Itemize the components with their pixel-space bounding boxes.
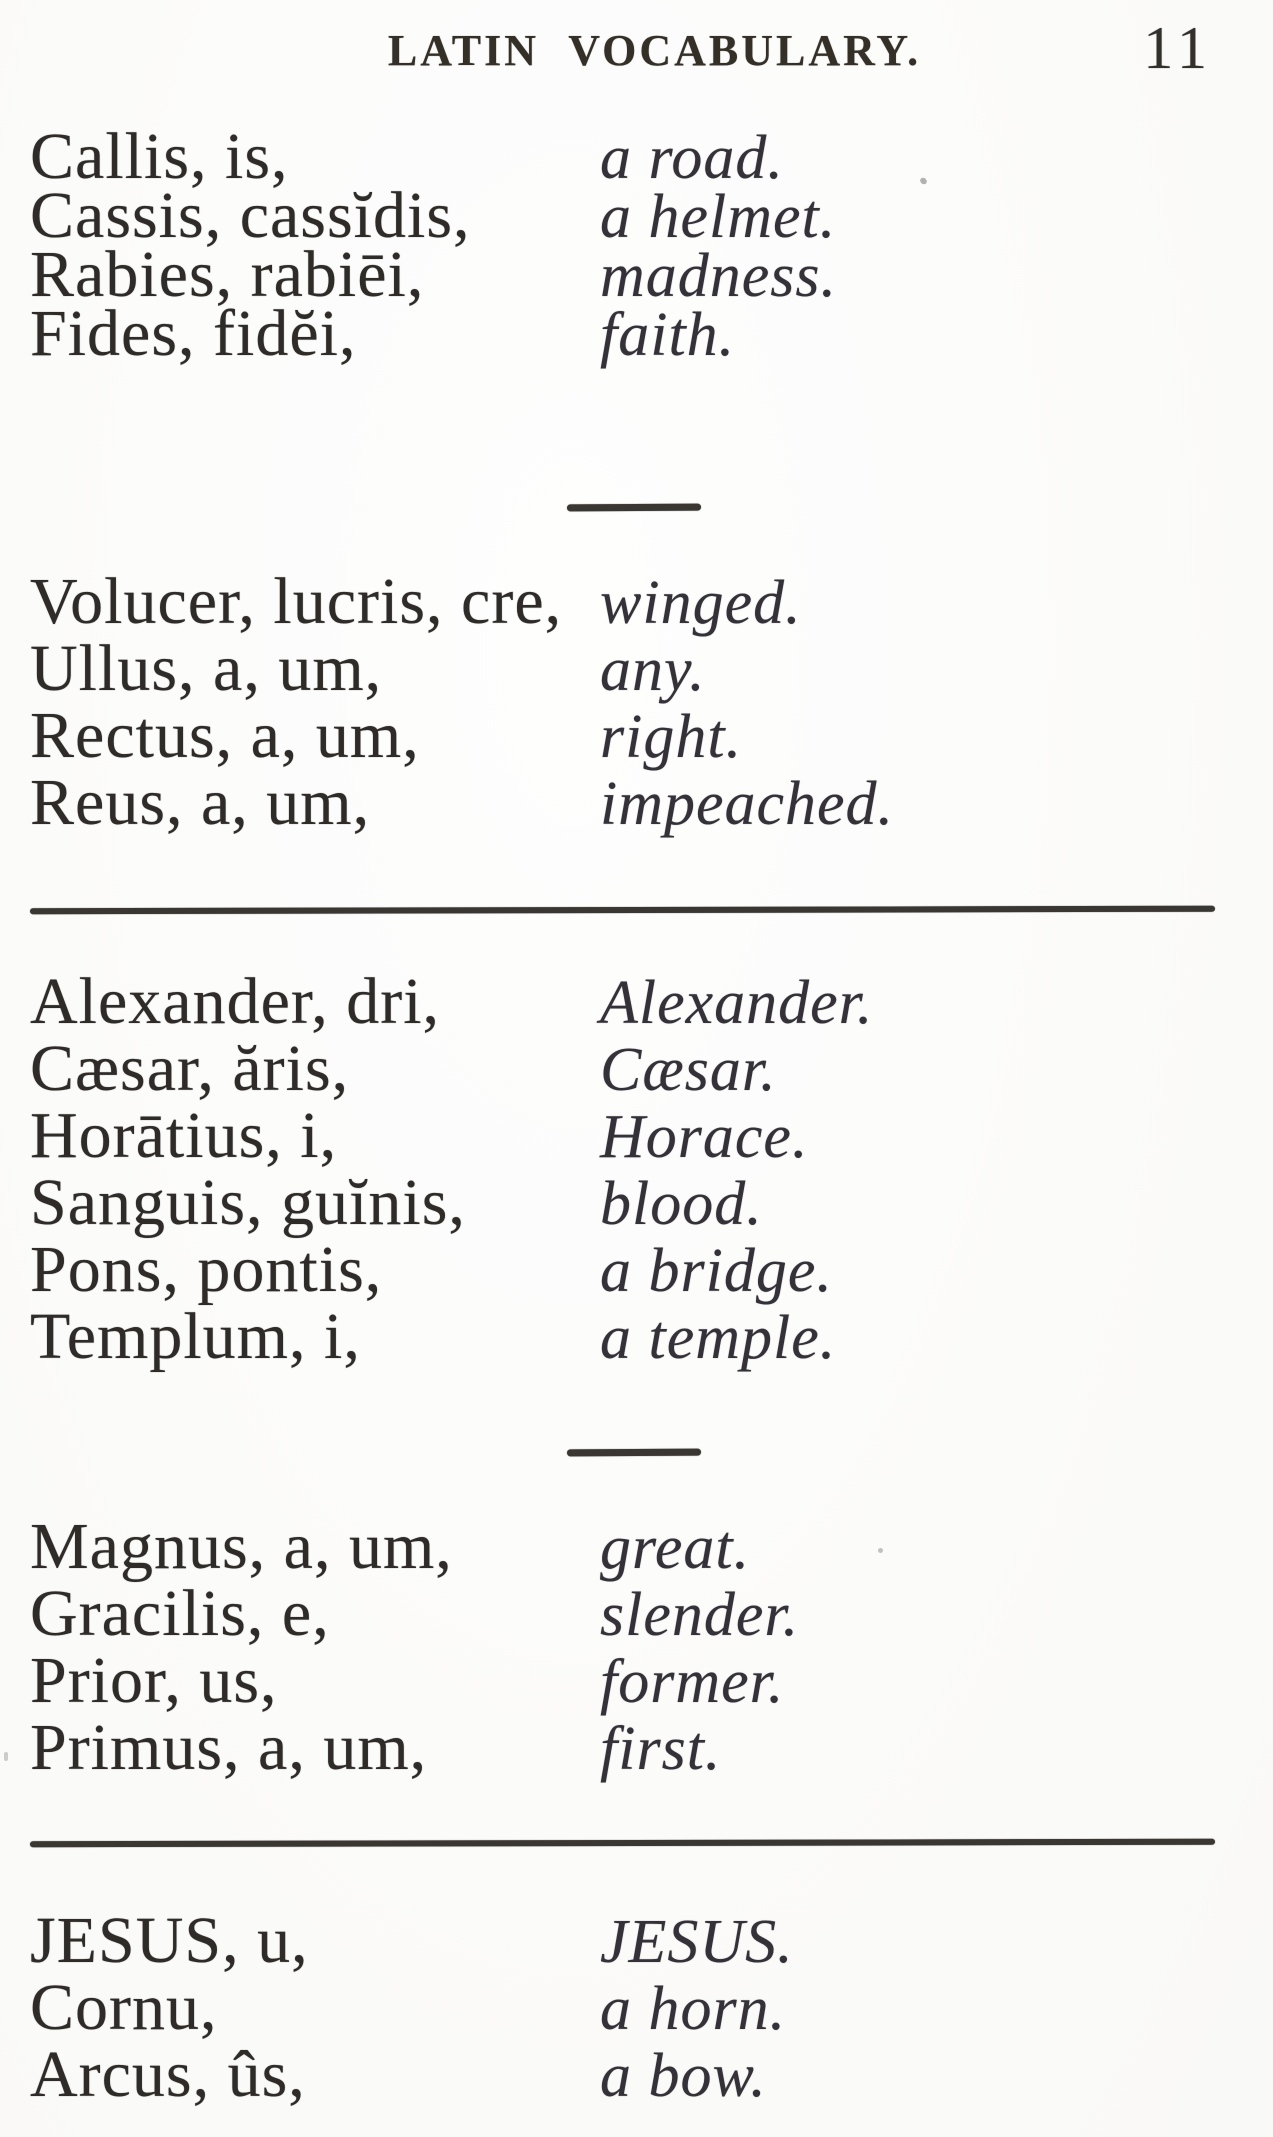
english-translation: great.: [600, 1514, 751, 1582]
english-translation: any.: [600, 636, 706, 704]
english-translation: a temple.: [600, 1304, 837, 1372]
vocab-block: [30, 965, 1215, 1373]
vocab-entry: [30, 1510, 1215, 1583]
latin-word: Arcus, ûs,: [30, 2038, 306, 2111]
vocab-entry: [30, 1233, 1215, 1306]
latin-word: Fides, fidĕi,: [30, 297, 357, 370]
section-divider-full: [30, 906, 1215, 914]
english-translation: Horace.: [600, 1103, 809, 1171]
latin-word: Cassis, cassĭdis,: [30, 179, 471, 252]
latin-word: Primus, a, um,: [30, 1711, 428, 1784]
english-translation: JESUS.: [600, 1908, 794, 1976]
vocab-entry: [30, 1971, 1215, 2044]
english-translation: right.: [600, 703, 743, 771]
latin-word: Ullus, a, um,: [30, 632, 383, 705]
page-header: [30, 15, 1215, 81]
vocab-block: [30, 565, 1215, 839]
english-translation: a helmet.: [600, 183, 837, 251]
vocab-block: [30, 1510, 1215, 1784]
vocab-entry: [30, 965, 1215, 1038]
vocab-entry: [30, 1644, 1215, 1717]
latin-word: Reus, a, um,: [30, 766, 371, 839]
english-translation: a road.: [600, 124, 784, 192]
section-divider-short: [566, 1449, 700, 1457]
vocab-entry: [30, 1300, 1215, 1373]
latin-word: Rabies, rabiēi,: [30, 238, 425, 311]
latin-word: Callis, is,: [30, 120, 289, 193]
english-translation: slender.: [600, 1581, 800, 1649]
latin-word: Pons, pontis,: [30, 1233, 383, 1306]
english-translation: impeached.: [600, 770, 895, 838]
latin-word: Alexander, dri,: [30, 965, 441, 1038]
english-translation: madness.: [600, 242, 838, 310]
vocab-block: [30, 120, 1215, 370]
running-title: LATIN VOCABULARY.: [387, 26, 922, 75]
latin-word: Magnus, a, um,: [30, 1510, 453, 1583]
vocab-entry: [30, 1099, 1215, 1172]
english-translation: first.: [600, 1715, 722, 1783]
vocab-entry: [30, 565, 1215, 638]
english-translation: former.: [600, 1648, 785, 1716]
english-translation: winged.: [600, 569, 802, 637]
latin-word: Prior, us,: [30, 1644, 278, 1717]
vocab-entry: [30, 632, 1215, 705]
vocab-list: [30, 78, 1215, 2109]
latin-word: Templum, i,: [30, 1300, 361, 1373]
latin-word: JESUS, u,: [30, 1904, 309, 1977]
latin-word: Cæsar, ăris,: [30, 1032, 350, 1105]
english-translation: a bridge.: [600, 1237, 833, 1305]
english-translation: a bow.: [600, 2042, 767, 2110]
vocab-entry: [30, 1032, 1215, 1105]
latin-word: Volucer, lucris, cre,: [30, 565, 563, 638]
vocab-entry: [30, 1166, 1215, 1239]
vocab-entry: [30, 1577, 1215, 1650]
english-translation: blood.: [600, 1170, 763, 1238]
section-divider-short: [566, 504, 700, 512]
latin-word: Sanguis, guĭnis,: [30, 1166, 466, 1239]
latin-word: Cornu,: [30, 1971, 218, 2044]
vocab-entry: [30, 1711, 1215, 1784]
scan-speck: [878, 1548, 883, 1553]
scan-speck: [4, 1752, 8, 1761]
vocab-entry: [30, 1904, 1215, 1977]
vocab-entry: [30, 766, 1215, 839]
latin-word: Rectus, a, um,: [30, 699, 420, 772]
page-number: 11: [1143, 15, 1213, 81]
english-translation: faith.: [600, 301, 736, 369]
english-translation: Cæsar.: [600, 1036, 777, 1104]
english-translation: a horn.: [600, 1975, 787, 2043]
vocab-entry: [30, 297, 1215, 370]
vocab-entry: [30, 2038, 1215, 2111]
latin-word: Horātius, i,: [30, 1099, 338, 1172]
latin-word: Gracilis, e,: [30, 1577, 330, 1650]
vocab-entry: [30, 699, 1215, 772]
english-translation: Alexander.: [600, 969, 874, 1037]
vocab-block: [30, 1904, 1215, 2111]
section-divider-full: [30, 1839, 1215, 1847]
